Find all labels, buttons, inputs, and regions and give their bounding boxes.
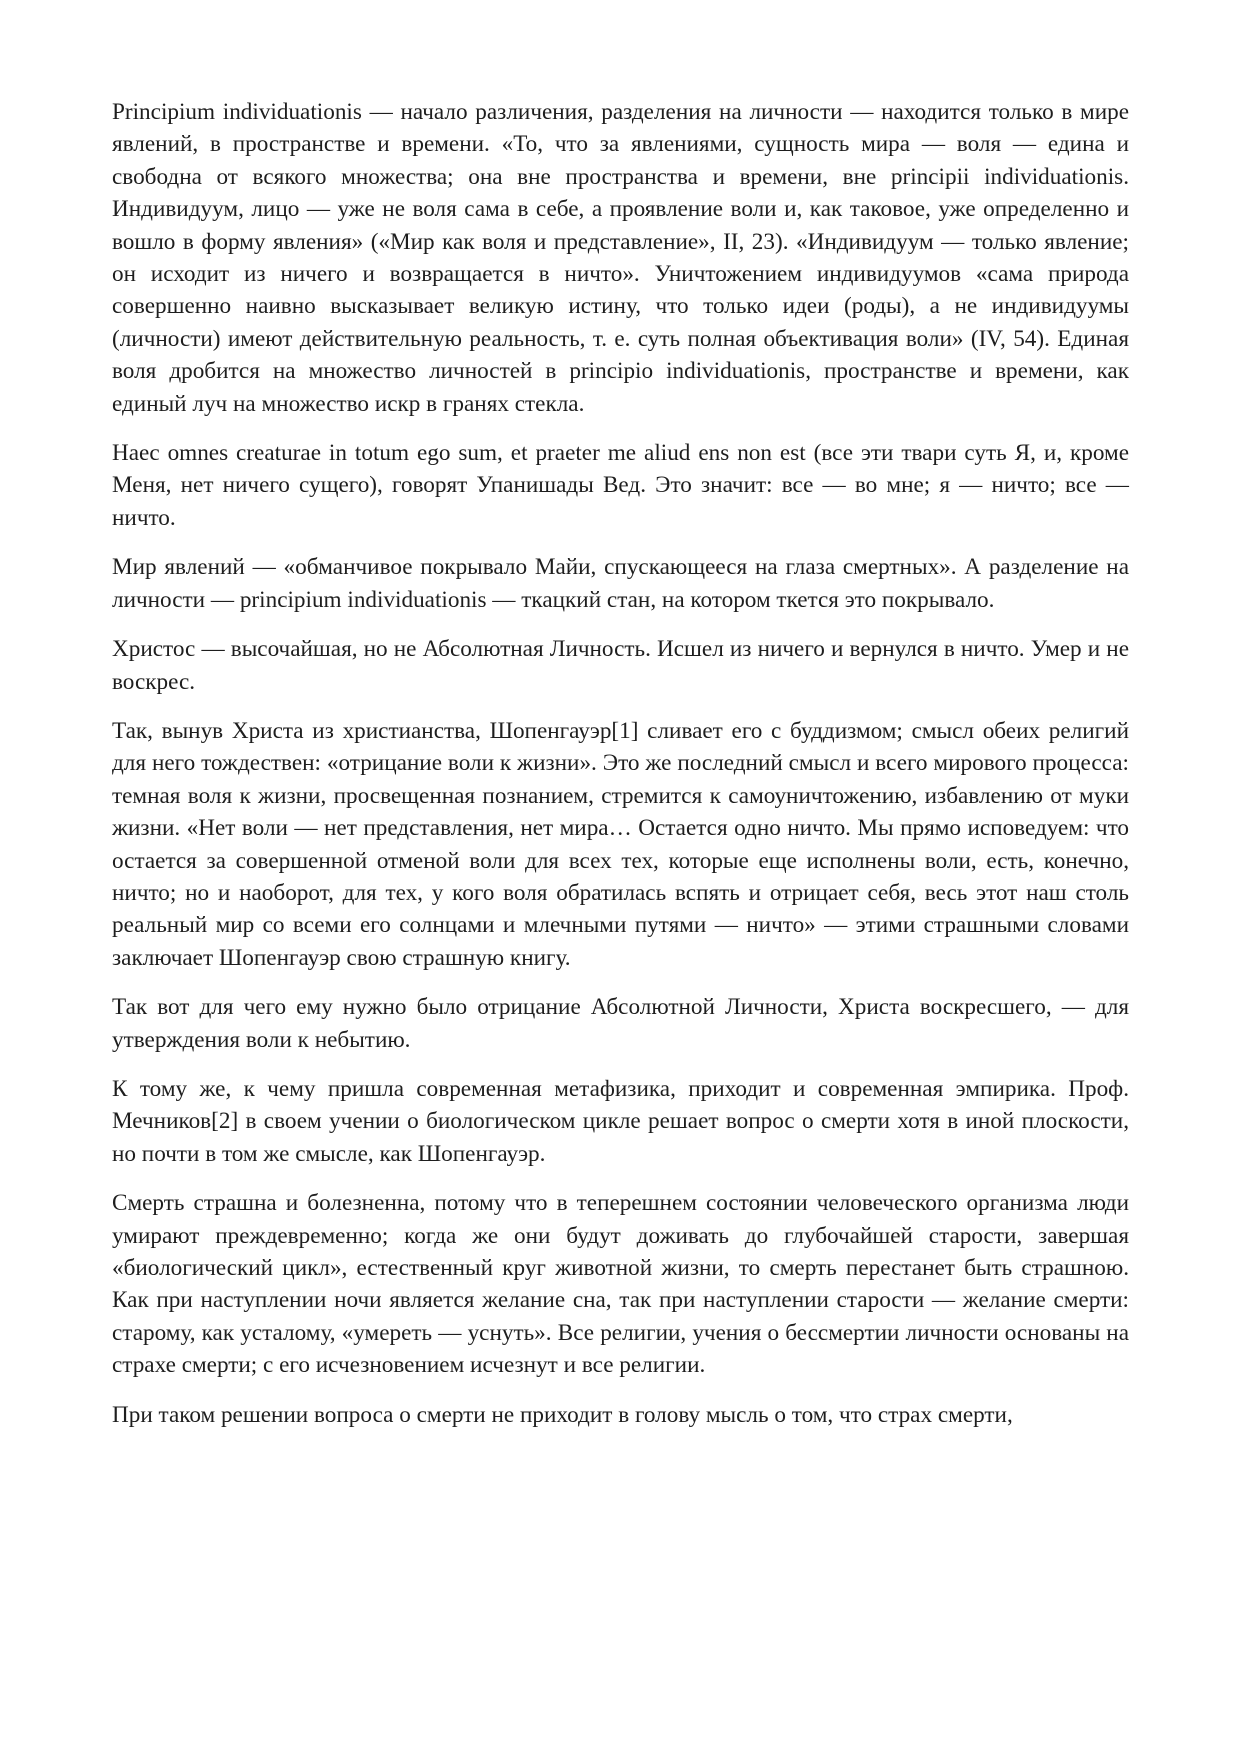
- paragraph: При таком решении вопроса о смерти не приходит в голову мысль о том, что страх смерти,: [112, 1401, 1013, 1428]
- paragraph: Смерть страшна и болезненна, потому что в теперешнем состоянии человеческого организма люди умирают преждевременно; когда же они будут доживать до глубочайшей старости, завершая «биологический цикл», естественный круг животной жизни, то смерть перестанет быть страшною. Как при наступлении ночи является желание сна, так при наступлении старости — желание смерти: старому, как усталому, «умереть — уснуть». Все религии, учения о бессмертии личности основаны на страхе смерти; с его исчезновением исчезнут и все религии.: [112, 1190, 1129, 1379]
- paragraph: Христос — высочайшая, но не Абсолютная Личность. Исшел из ничего и вернулся в ничто. Умер и не воскрес.: [112, 636, 1129, 695]
- paragraph: Haec omnes creaturae in totum ego sum, et praeter me aliud ens non est (все эти твари суть Я, и, кроме Меня, нет ничего сущего), говорят Упанишады Вед. Это значит: все — во мне; я — ничто; все — ничто.: [112, 440, 1129, 531]
- paragraph: К тому же, к чему пришла современная метафизика, приходит и современная эмпирика. Проф. Мечников[2] в своем учении о биологическом цикле решает вопрос о смерти хотя в иной плоскости, но почти в том же смысле, как Шопенгауэр.: [112, 1075, 1129, 1167]
- paragraph: Principium individuationis — начало различения, разделения на личности — находится только в мире явлений, в пространстве и времени. «То, что за явлениями, сущность мира — воля — едина и свободна от всякого множества; она вне пространства и времени, вне principii individuationis. Индивидуум, лицо — уже не воля сама в себе, а проявление воли и, как таковое, уже определенно и вошло в форму явления» («Мир как воля и представление», II, 23). «Индивидуум — только явление; он исходит из ничего и возвращается в ничто». Уничтожением индивидуумов «сама природа совершенно наивно высказывает великую истину, что только идеи (роды), а не индивидуумы (личности) имеют действительную реальность, т. е. суть полная объективация воли» (IV, 54). Единая воля дробится на множество личностей в principio individuationis, пространстве и времени, как единый луч на множество искр в гранях стекла.: [112, 99, 1129, 417]
- paragraph: Так вот для чего ему нужно было отрицание Абсолютной Личности, Христа воскресшего, — для утверждения воли к небытию.: [112, 994, 1129, 1053]
- document-page: [112, 96, 1129, 1448]
- paragraph: Мир явлений — «обманчивое покрывало Майи, спускающееся на глаза смертных». А разделение на личности — principium individuationis — ткацкий стан, на котором ткется это покрывало.: [112, 554, 1129, 613]
- paragraph: Так, вынув Христа из христианства, Шопенгауэр[1] сливает его с буддизмом; смысл обеих религий для него тождествен: «отрицание воли к жизни». Это же последний смысл и всего мирового процесса: темная воля к жизни, просвещенная познанием, стремится к самоуничтожению, избавлению от муки жизни. «Нет воли — нет представления, нет мира… Остается одно ничто. Мы прямо исповедуем: что остается за совершенной отменой воли для всех тех, которые еще исполнены воли, есть, конечно, ничто; но и наоборот, для тех, у кого воля обратилась вспять и отрицает себя, весь этот наш столь реальный мир со всеми его солнцами и млечными путями — ничто» — этими страшными словами заключает Шопенгауэр свою страшную книгу.: [112, 717, 1129, 971]
